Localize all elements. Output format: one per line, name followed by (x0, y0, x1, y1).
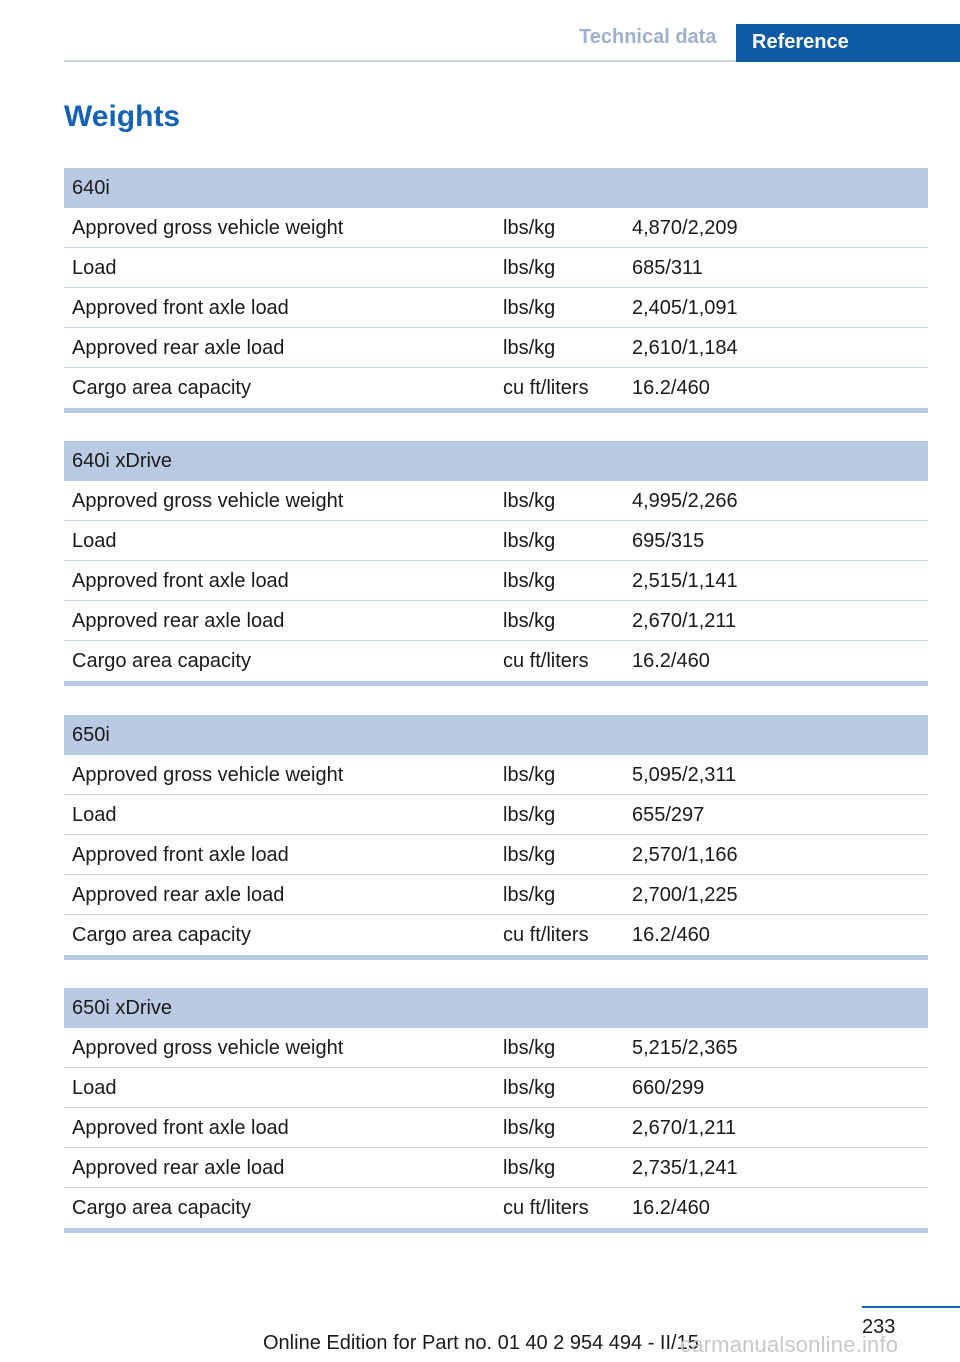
edition-text: Online Edition for Part no. 01 40 2 954 494 - II/15 (263, 1332, 699, 1354)
table-row (64, 1108, 928, 1148)
row-value: 16.2/460 (632, 377, 710, 399)
table-row (64, 835, 928, 875)
row-value: 16.2/460 (632, 924, 710, 946)
table-row (64, 1148, 928, 1188)
row-value: 16.2/460 (632, 650, 710, 672)
row-label: Approved rear axle load (72, 610, 285, 632)
row-label: Approved gross vehicle weight (72, 217, 344, 239)
table-model-header: 640i xDrive (64, 441, 928, 481)
row-value: 685/311 (632, 257, 703, 279)
watermark: carmanualsonline.info (680, 1332, 899, 1357)
table-row (64, 481, 928, 521)
row-unit: lbs/kg (503, 337, 556, 359)
table-row (64, 521, 928, 561)
row-value: 655/297 (632, 804, 705, 826)
row-unit: lbs/kg (503, 297, 556, 319)
row-label: Approved front axle load (72, 570, 289, 592)
row-label: Approved gross vehicle weight (72, 1037, 344, 1059)
page-number: 233 (862, 1316, 896, 1338)
row-label: Load (72, 257, 117, 279)
table-model-header: 650i (64, 715, 928, 755)
row-label: Approved front axle load (72, 297, 289, 319)
row-label: Approved rear axle load (72, 337, 285, 359)
row-unit: lbs/kg (503, 257, 556, 279)
table-bottom-rule (64, 1228, 928, 1233)
table-bottom-rule (64, 955, 928, 960)
table-body (64, 481, 928, 681)
row-value: 2,610/1,184 (632, 337, 738, 359)
row-unit: lbs/kg (503, 1117, 556, 1139)
table-model-header: 650i xDrive (64, 988, 928, 1028)
row-unit: lbs/kg (503, 610, 556, 632)
row-label: Load (72, 1077, 117, 1099)
row-label: Approved front axle load (72, 844, 289, 866)
row-unit: cu ft/liters (503, 377, 589, 399)
row-label: Load (72, 530, 117, 552)
row-value: 2,405/1,091 (632, 297, 738, 319)
weights-table (64, 441, 928, 686)
row-label: Load (72, 804, 117, 826)
table-row (64, 328, 928, 368)
table-row (64, 208, 928, 248)
row-value: 2,700/1,225 (632, 884, 738, 906)
table-body (64, 755, 928, 955)
table-row (64, 1028, 928, 1068)
row-value: 2,670/1,211 (632, 610, 737, 632)
table-row (64, 288, 928, 328)
row-unit: cu ft/liters (503, 650, 589, 672)
row-label: Cargo area capacity (72, 1197, 251, 1219)
row-value: 5,095/2,311 (632, 764, 737, 786)
row-unit: lbs/kg (503, 217, 556, 239)
table-row (64, 601, 928, 641)
row-value: 16.2/460 (632, 1197, 710, 1219)
footer-rule (862, 1306, 960, 1308)
row-unit: lbs/kg (503, 884, 556, 906)
table-bottom-rule (64, 681, 928, 686)
table-row (64, 368, 928, 408)
row-unit: lbs/kg (503, 844, 556, 866)
row-label: Approved gross vehicle weight (72, 764, 344, 786)
row-value: 2,515/1,141 (632, 570, 738, 592)
table-model-header: 640i (64, 168, 928, 208)
table-body (64, 1028, 928, 1228)
row-value: 5,215/2,365 (632, 1037, 738, 1059)
page-title: Weights (64, 100, 181, 133)
row-label: Approved rear axle load (72, 1157, 285, 1179)
row-value: 2,670/1,211 (632, 1117, 737, 1139)
weights-table (64, 168, 928, 413)
row-unit: lbs/kg (503, 764, 556, 786)
row-label: Cargo area capacity (72, 650, 251, 672)
row-value: 660/299 (632, 1077, 705, 1099)
weights-table (64, 715, 928, 960)
table-row (64, 561, 928, 601)
table-row (64, 641, 928, 681)
row-label: Cargo area capacity (72, 377, 251, 399)
table-row (64, 795, 928, 835)
table-body (64, 208, 928, 408)
row-value: 4,995/2,266 (632, 490, 738, 512)
table-row (64, 1188, 928, 1228)
row-unit: lbs/kg (503, 804, 556, 826)
row-label: Cargo area capacity (72, 924, 251, 946)
row-unit: lbs/kg (503, 490, 556, 512)
row-unit: lbs/kg (503, 1077, 556, 1099)
table-row (64, 755, 928, 795)
table-row (64, 1068, 928, 1108)
row-unit: lbs/kg (503, 570, 556, 592)
table-bottom-rule (64, 408, 928, 413)
row-value: 2,735/1,241 (632, 1157, 738, 1179)
row-unit: lbs/kg (503, 530, 556, 552)
header-chapter-tab: Reference (736, 24, 960, 62)
row-value: 695/315 (632, 530, 705, 552)
header-section-label: Technical data (579, 26, 717, 48)
weights-table (64, 988, 928, 1233)
table-row (64, 248, 928, 288)
row-unit: lbs/kg (503, 1037, 556, 1059)
row-label: Approved front axle load (72, 1117, 289, 1139)
row-unit: cu ft/liters (503, 1197, 589, 1219)
table-row (64, 875, 928, 915)
row-label: Approved rear axle load (72, 884, 285, 906)
row-value: 2,570/1,166 (632, 844, 738, 866)
row-value: 4,870/2,209 (632, 217, 738, 239)
row-label: Approved gross vehicle weight (72, 490, 344, 512)
table-row (64, 915, 928, 955)
row-unit: lbs/kg (503, 1157, 556, 1179)
row-unit: cu ft/liters (503, 924, 589, 946)
